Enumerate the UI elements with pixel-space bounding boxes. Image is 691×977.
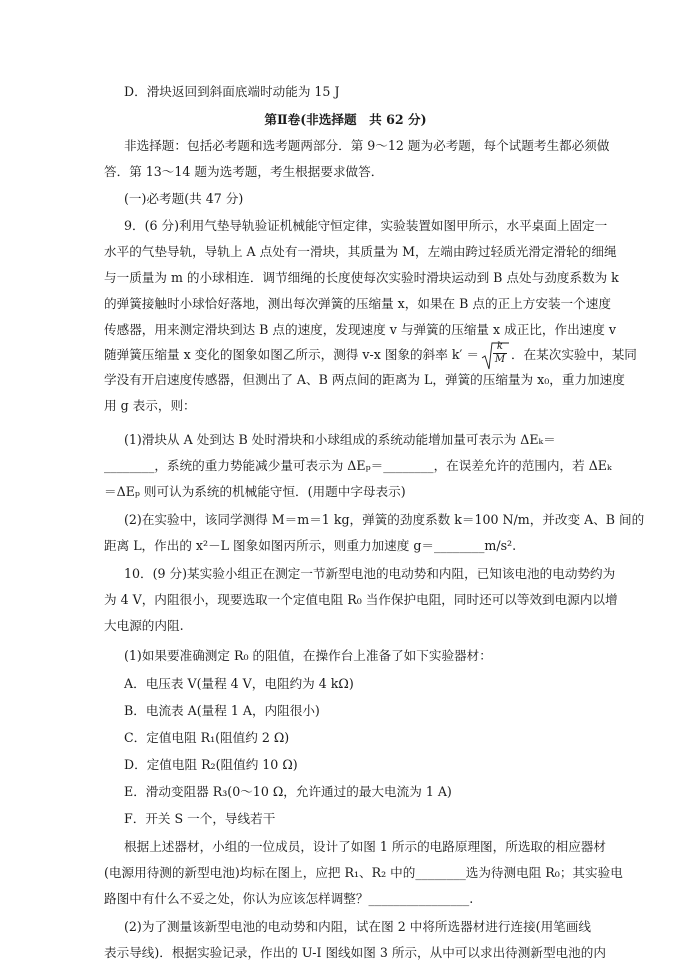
option-d: D．滑块返回到斜面底端时动能为 15 J xyxy=(124,84,340,99)
q9-line-7: 用 g 表示，则： xyxy=(104,398,196,413)
q10-sub2-line-1: (2)为了测量该新型电池的电动势和内阻，试在图 2 中将所选器材进行连接(用笔画线 xyxy=(124,919,591,934)
q9-line-3: 与一质量为 m 的小球相连．调节细绳的长度使每次实验时滑块运动到 B 点处与劲度系数为 k xyxy=(104,270,619,285)
q9-line-2: 水平的气垫导轨，导轨上 A 点处有一滑块，其质量为 M，左端由跨过轻质光滑定滑轮的细绳 xyxy=(104,244,617,259)
slope-fraction xyxy=(493,341,507,366)
q10-para-line-1: 根据上述器材，小组的一位成员，设计了如图 1 所示的电路原理图，所选取的相应器材 xyxy=(124,839,606,854)
q9-slope-after: ．在某次实验中，某同 xyxy=(510,347,637,362)
intro-line-2: 答．第 13～14 题为选考题，考生根据要求做答． xyxy=(104,164,384,179)
q9-part1-line-1: (1)滑块从 A 处到达 B 处时滑块和小球组成的系统动能增加量可表示为 ΔEₖ＝ xyxy=(124,432,556,447)
q10-option-b: B．电流表 A(量程 1 A，内阻很小) xyxy=(124,703,320,718)
section-title: 第Ⅱ卷(非选择题 共 62 分) xyxy=(264,112,427,127)
q10-option-c: C．定值电阻 R₁(阻值约 2 Ω) xyxy=(124,730,290,745)
slope-numerator: k xyxy=(493,341,507,354)
q9-line-1: 9．(6 分)利用气垫导轨验证机械能守恒定律，实验装置如图甲所示，水平桌面上固定一 xyxy=(124,218,608,233)
q10-para-line-2: (电源用待测的新型电池)均标在图上，应把 R₁、R₂ 中的________选为待测电阻 R₀；其实验电 xyxy=(104,865,623,880)
q9-slope-line xyxy=(104,340,637,371)
q9-line-5: 传感器，用来测定滑块到达 B 点的速度，发现速度 v 与弹簧的压缩量 x 成正比，作出速度 v xyxy=(104,322,616,337)
q9-slope-before: 随弹簧压缩量 x 变化的图象如图乙所示，测得 v-x 图象的斜率 k′ ＝ xyxy=(104,347,479,362)
q10-para-line-3: 路图中有什么不妥之处，你认为应该怎样调整？________________. xyxy=(104,891,474,906)
q10-line-2: 为 4 V，内阻很小，现要选取一个定值电阻 R₀ 当作保护电阻，同时还可以等效到电源内以增 xyxy=(104,592,618,607)
q9-line-4: 的弹簧接触时小球恰好落地，测出每次弹簧的压缩量 x，如果在 B 点的正上方安装一个速度 xyxy=(104,296,611,311)
q9-part1-line-2: ________，系统的重力势能减少量可表示为 ΔEₚ＝________，在误差允许的范围内，若 ΔEₖ xyxy=(104,458,612,473)
required-heading: (一)必考题(共 47 分) xyxy=(124,191,244,206)
q9-line-6: 学没有开启速度传感器，但测出了 A、B 两点间的距离为 L，弹簧的压缩量为 x₀，重力加速度 xyxy=(104,372,625,387)
q10-option-e: E．滑动变阻器 R₃(0～10 Ω，允许通过的最大电流为 1 A) xyxy=(124,784,452,799)
q10-sub2-line-2: 表示导线)．根据实验记录，作出的 U-I 图线如图 3 所示，从中可以求出待测新型电池的内 xyxy=(104,945,606,960)
q10-option-f: F．开关 S 一个，导线若干 xyxy=(124,811,276,826)
q9-part2-line-2: 距离 L，作出的 x²－L 图象如图丙所示，则重力加速度 g＝________m/s². xyxy=(104,538,517,553)
intro-line-1: 非选择题：包括必考题和选考题两部分．第 9～12 题为必考题，每个试题考生都必须做 xyxy=(124,138,610,153)
q10-option-d: D．定值电阻 R₂(阻值约 10 Ω) xyxy=(124,757,298,772)
sqrt-formula xyxy=(481,341,509,371)
q10-line-3: 大电源的内阻. xyxy=(104,618,184,633)
q10-sub1: (1)如果要准确测定 R₀ 的阻值，在操作台上准备了如下实验器材： xyxy=(124,648,492,663)
q9-part1-line-3: ＝ΔEₚ 则可认为系统的机械能守恒．(用题中字母表示) xyxy=(104,484,406,499)
q10-line-1: 10．(9 分)某实验小组正在测定一节新型电池的电动势和内阻，已知该电池的电动势约为 xyxy=(124,566,616,581)
q9-part2-line-1: (2)在实验中，该同学测得 M＝m＝1 kg，弹簧的劲度系数 k＝100 N/m，并改变 A、B 间的 xyxy=(124,512,645,527)
q10-option-a: A．电压表 V(量程 4 V，电阻约为 4 kΩ) xyxy=(124,676,354,691)
slope-denominator: M xyxy=(494,353,506,365)
